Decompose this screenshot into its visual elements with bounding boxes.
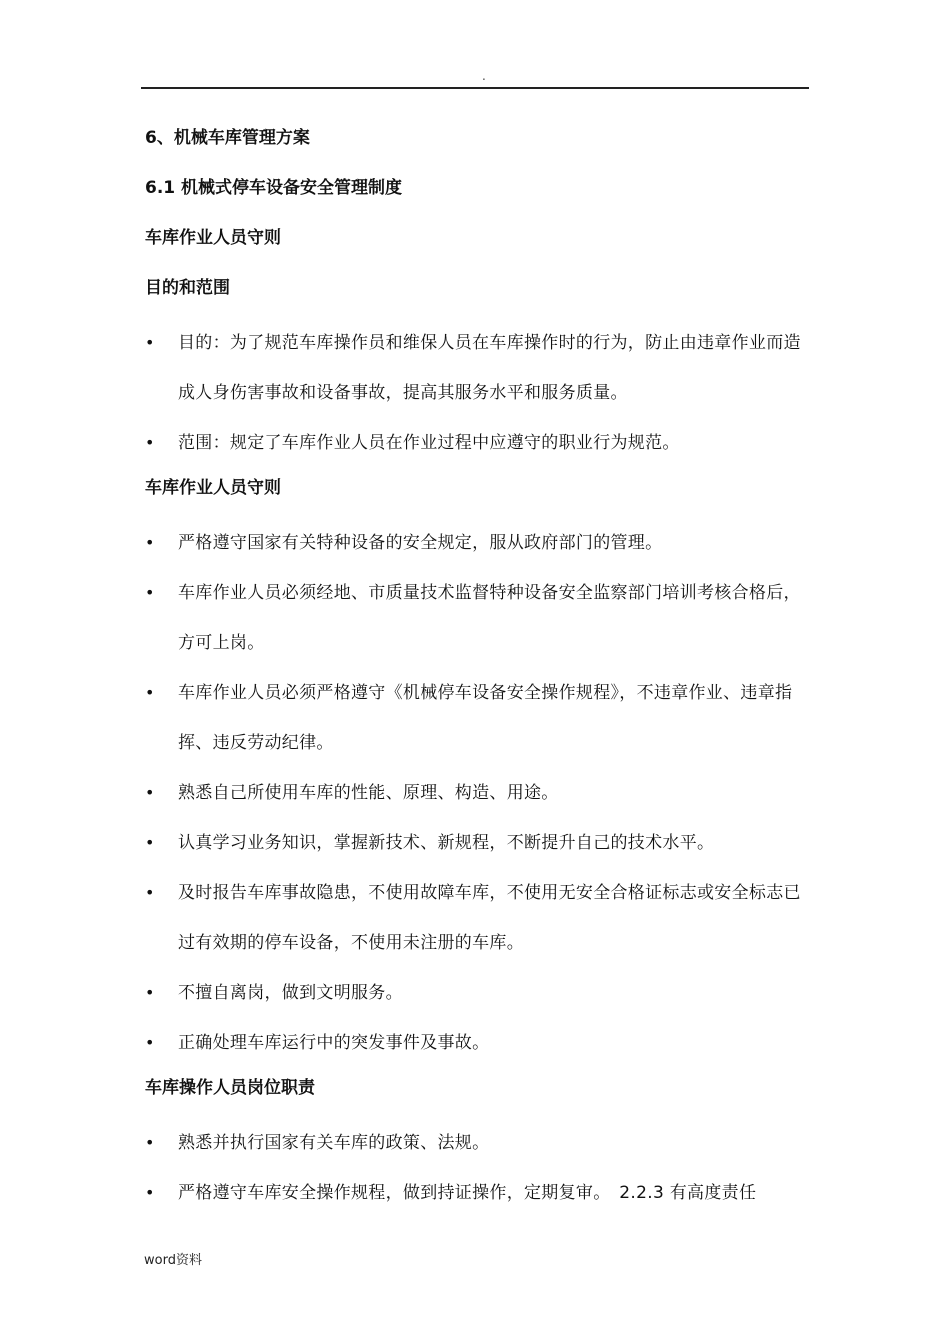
heading-operator-duties: 车库操作人员岗位职责 [145,1078,315,1098]
bullet-icon: • [145,883,155,902]
list-item [145,768,810,818]
heading-rules: 车库作业人员守则 [145,228,281,248]
list-item-text: 严格遵守车库安全操作规程，做到持证操作，定期复审。 2.2.3 有高度责任 [178,1183,757,1203]
footer-label: word资料 [144,1253,202,1268]
header-rule [141,87,809,89]
bullet-icon: • [145,533,155,552]
list-item [145,968,810,1018]
list-item-text: 目的：为了规范车库操作员和维保人员在车库操作时的行为，防止由违章作业而造成人身伤害事故和设备事故，提高其服务水平和服务质量。 [178,333,801,403]
header-mark: . [482,69,486,83]
list-item [145,668,810,768]
bullet-icon: • [145,783,155,802]
section-subtitle: 6.1 机械式停车设备安全管理制度 [145,178,403,198]
list-item [145,318,810,418]
bullet-icon: • [145,583,155,602]
list-item-text: 范围：规定了车库作业人员在作业过程中应遵守的职业行为规范。 [178,433,680,453]
list-item [145,818,810,868]
bullet-icon: • [145,433,155,452]
list-item [145,1168,810,1218]
list-item-text: 车库作业人员必须严格遵守《机械停车设备安全操作规程》，不违章作业、违章指挥、违反劳动纪律。 [178,683,793,753]
list-item [145,568,810,668]
bullet-icon: • [145,983,155,1002]
list-item-text: 熟悉自己所使用车库的性能、原理、构造、用途。 [178,783,559,803]
list-item [145,868,810,968]
bullet-icon: • [145,1183,155,1202]
list-item-text: 严格遵守国家有关特种设备的安全规定，服从政府部门的管理。 [178,533,663,553]
document-body [145,118,810,1218]
list-item [145,418,810,468]
heading-operator-rules: 车库作业人员守则 [145,478,281,498]
bullet-icon: • [145,1033,155,1052]
bullet-icon: • [145,833,155,852]
list-item [145,1018,810,1068]
list-item [145,1118,810,1168]
list-item-text: 正确处理车库运行中的突发事件及事故。 [178,1033,490,1053]
list-item-text: 认真学习业务知识，掌握新技术、新规程，不断提升自己的技术水平。 [178,833,715,853]
list-item-text: 及时报告车库事故隐患，不使用故障车库，不使用无安全合格证标志或安全标志已过有效期的停车设备，不使用未注册的车库。 [178,883,801,953]
list-item-text: 车库作业人员必须经地、市质量技术监督特种设备安全监察部门培训考核合格后，方可上岗。 [178,583,801,653]
bullet-icon: • [145,683,155,702]
bullet-icon: • [145,333,155,352]
bullet-icon: • [145,1133,155,1152]
list-item-text: 熟悉并执行国家有关车库的政策、法规。 [178,1133,490,1153]
list-item-text: 不擅自离岗，做到文明服务。 [178,983,403,1003]
list-item [145,518,810,568]
section-title: 6、机械车库管理方案 [145,128,310,148]
heading-purpose-scope: 目的和范围 [145,278,230,298]
